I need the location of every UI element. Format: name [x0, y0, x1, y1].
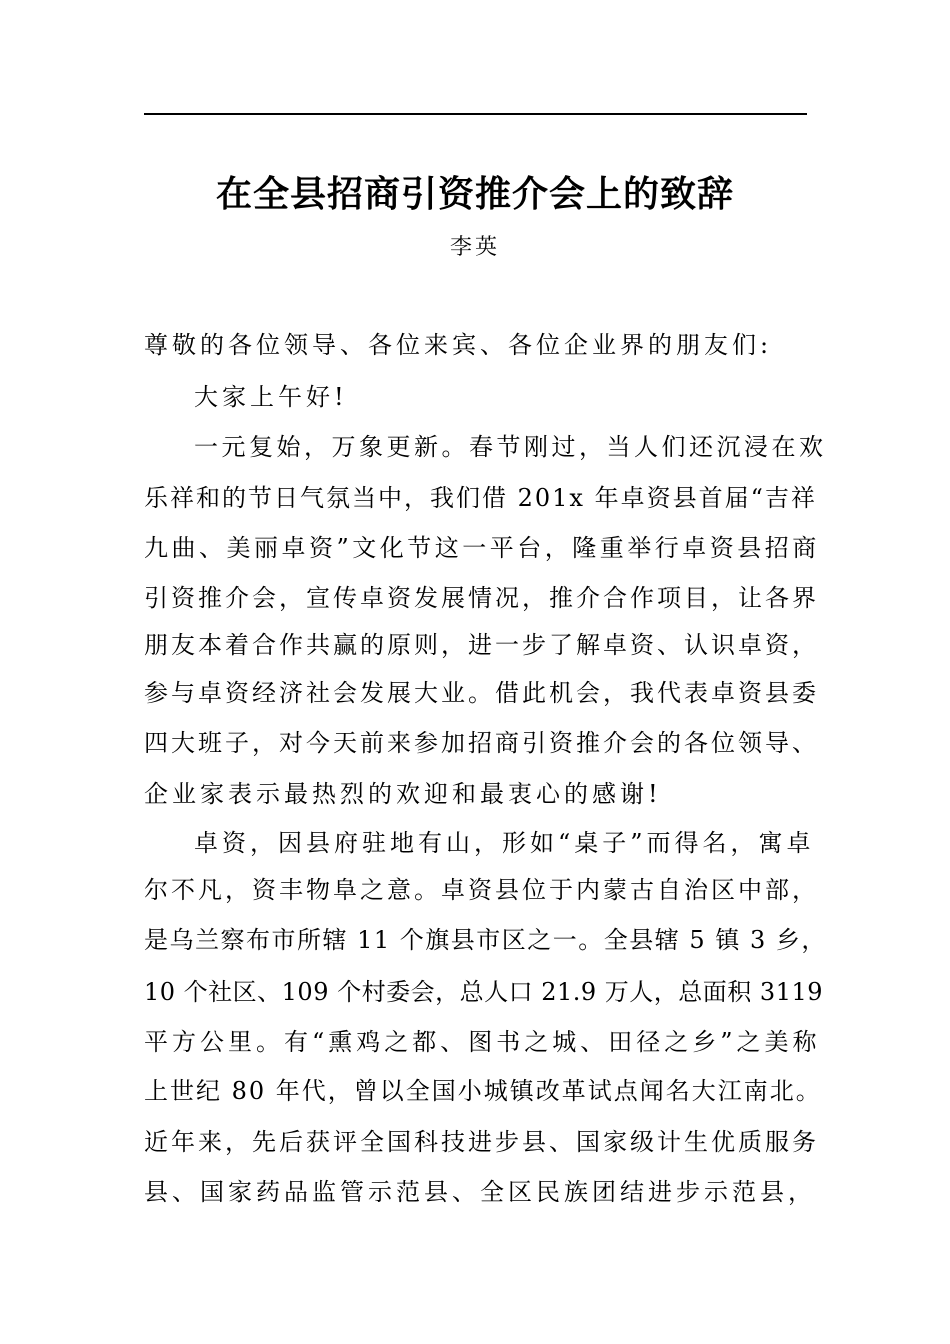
body-line: 乐祥和的节日气氛当中，我们借 201x 年卓资县首届“吉祥: [144, 484, 817, 512]
greeting-line: 大家上午好!: [194, 383, 348, 411]
body-line: 尔不凡，资丰物阜之意。卓资县位于内蒙古自治区中部，: [144, 876, 819, 904]
document-author: 李英: [449, 235, 500, 260]
body-line: 引资推介会，宣传卓资发展情况，推介合作项目，让各界: [144, 584, 819, 612]
body-line: 上世纪 80 年代，曾以全国小城镇改革试点闻名大江南北。: [144, 1077, 822, 1105]
salutation-line: 尊敬的各位领导、各位来宾、各位企业界的朋友们:: [144, 331, 773, 359]
body-line: 朋友本着合作共赢的原则，进一步了解卓资、认识卓资，: [144, 631, 819, 659]
body-line: 四大班子，对今天前来参加招商引资推介会的各位领导、: [144, 729, 819, 757]
header-rule: [144, 113, 807, 115]
body-line: 一元复始，万象更新。春节刚过，当人们还沉浸在欢: [194, 433, 827, 461]
body-line: 卓资，因县府驻地有山，形如“桌子”而得名，寓卓: [194, 829, 815, 857]
body-line: 是乌兰察布市所辖 11 个旗县市区之一。全县辖 5 镇 3 乡，: [144, 926, 827, 954]
body-line: 平方公里。有“熏鸡之都、图书之城、田径之乡”之美称: [144, 1028, 821, 1056]
body-line: 企业家表示最热烈的欢迎和最衷心的感谢!: [144, 780, 662, 808]
body-line: 参与卓资经济社会发展大业。借此机会，我代表卓资县委: [144, 679, 819, 707]
body-line: 近年来，先后获评全国科技进步县、国家级计生优质服务: [144, 1128, 819, 1156]
body-line: 九曲、美丽卓资”文化节这一平台，隆重举行卓资县招商: [144, 534, 820, 562]
document-title: 在全县招商引资推介会上的致辞: [215, 173, 734, 215]
body-line: 县、国家药品监管示范县、全区民族团结进步示范县，: [144, 1178, 816, 1206]
body-line: 10 个社区、109 个村委会，总人口 21.9 万人，总面积 3119: [144, 978, 824, 1006]
